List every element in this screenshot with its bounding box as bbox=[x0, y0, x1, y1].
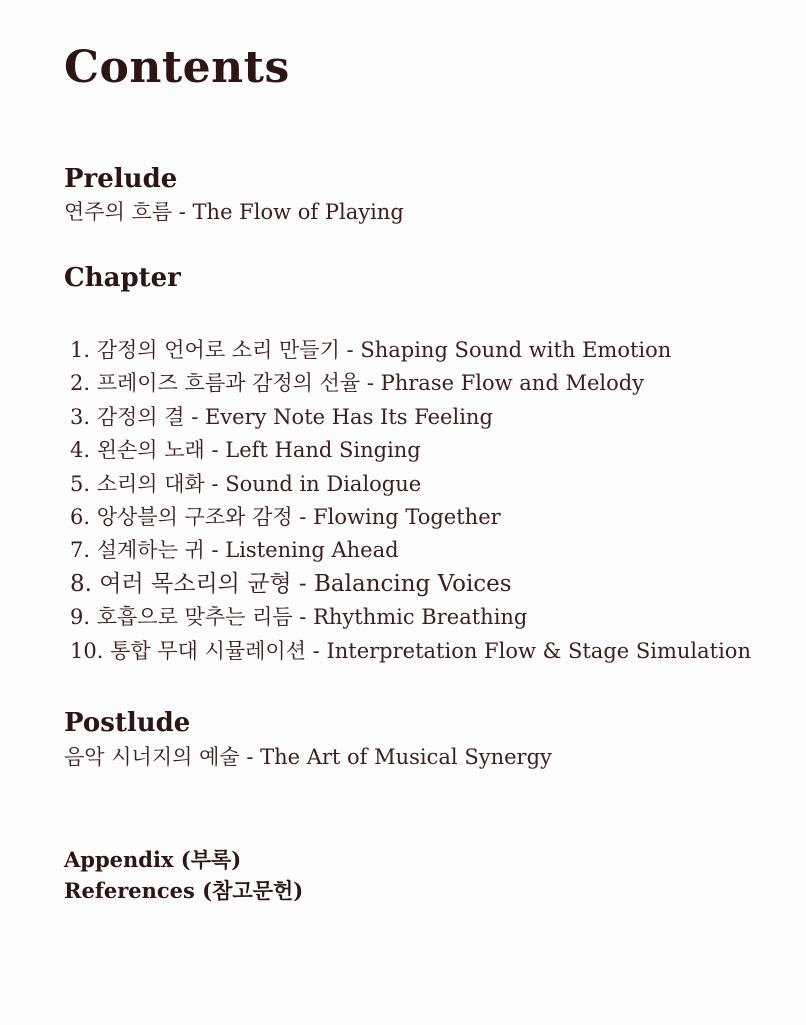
chapter-item-6: 6. 앙상블의 구조와 감정 - Flowing Together bbox=[70, 505, 501, 530]
chapter-item-10: 10. 통합 무대 시뮬레이션 - Interpretation Flow & Stage Simulation bbox=[70, 638, 751, 663]
chapter-list bbox=[70, 334, 751, 668]
page-title: Contents bbox=[64, 42, 290, 93]
chapter-item-3: 3. 감정의 결 - Every Note Has Its Feeling bbox=[70, 404, 493, 429]
chapter-item-9: 9. 호흡으로 맞추는 리듬 - Rhythmic Breathing bbox=[70, 605, 528, 630]
chapter-item-7: 7. 설계하는 귀 - Listening Ahead bbox=[70, 538, 399, 563]
chapter-item-1: 1. 감정의 언어로 소리 만들기 - Shaping Sound with Emotion bbox=[70, 338, 672, 362]
chapter-item-4: 4. 왼손의 노래 - Left Hand Singing bbox=[70, 438, 421, 463]
chapter-heading: Chapter bbox=[64, 263, 181, 293]
postlude-heading: Postlude bbox=[64, 708, 191, 738]
chapter-item-2: 2. 프레이즈 흐름과 감정의 선율 - Phrase Flow and Melody bbox=[70, 371, 645, 396]
appendix-entry: Appendix (부록) bbox=[64, 847, 242, 872]
references-entry: References (참고문헌) bbox=[64, 878, 304, 903]
postlude-subtitle: 음악 시너지의 예술 - The Art of Musical Synergy bbox=[64, 745, 552, 769]
prelude-subtitle: 연주의 흐름 - The Flow of Playing bbox=[64, 200, 404, 224]
chapter-item-8: 8. 여러 목소리의 균형 - Balancing Voices bbox=[70, 570, 512, 597]
chapter-item-5: 5. 소리의 대화 - Sound in Dialogue bbox=[70, 471, 422, 496]
prelude-heading: Prelude bbox=[64, 164, 178, 194]
